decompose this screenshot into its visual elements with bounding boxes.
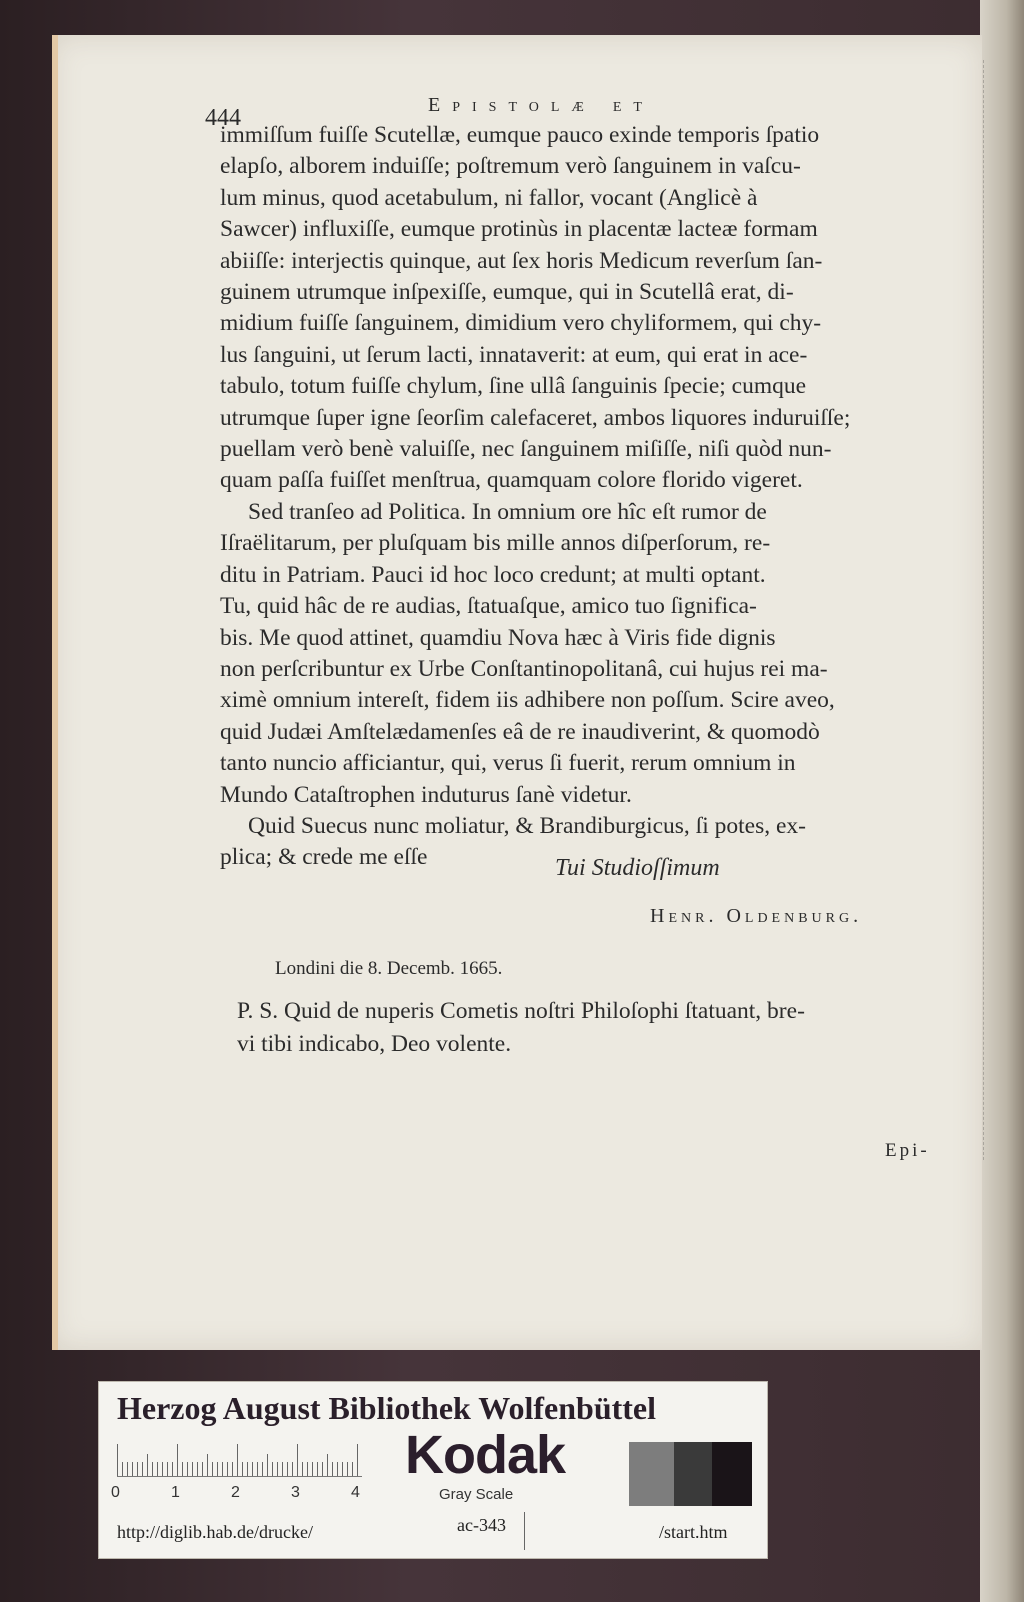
text-line: bis. Me quod attinet, quamdiu Nova hæc à Viris fide dignis [220, 624, 776, 651]
ruler-tick [192, 1462, 193, 1476]
ruler-tick [347, 1462, 348, 1476]
ruler-tick [317, 1462, 318, 1476]
ruler-tick [357, 1444, 358, 1476]
text-line: lus ſanguini, ut ſerum lacti, innataverit: at eum, qui erat in ace- [220, 341, 808, 368]
measurement-ruler [117, 1442, 362, 1477]
gray-swatch-dark [712, 1442, 752, 1506]
ruler-tick [337, 1462, 338, 1476]
ruler-tick [322, 1462, 323, 1476]
ruler-tick [252, 1462, 253, 1476]
ruler-tick [242, 1462, 243, 1476]
divider [524, 1512, 525, 1550]
ruler-tick [307, 1462, 308, 1476]
ruler-tick [257, 1462, 258, 1476]
ruler-tick [282, 1462, 283, 1476]
ruler-number: 0 [111, 1484, 120, 1501]
ruler-tick [267, 1454, 268, 1476]
text-line: Sawcer) influxiſſe, eumque protinùs in placentæ lacteæ formam [220, 216, 818, 243]
library-url-suffix: /start.htm [659, 1522, 728, 1542]
ruler-tick [182, 1462, 183, 1476]
text-line: Iſraëlitarum, per pluſquam bis mille annos diſperſorum, re- [220, 530, 771, 557]
text-line: quid Judæi Amſtelædamenſes eâ de re inaudiverint, & quomodò [220, 718, 820, 745]
ruler-tick [222, 1462, 223, 1476]
kodak-logo: Kodak [405, 1425, 566, 1485]
text-line: quam paſſa fuiſſet menſtrua, quamquam colore florido vigeret. [220, 467, 803, 494]
text-line: P. S. Quid de nuperis Cometis noſtri Philoſophi ſtatuant, bre- [237, 998, 805, 1024]
page-edge-shadow [52, 35, 58, 1350]
ruler-tick [162, 1462, 163, 1476]
library-url: http://diglib.hab.de/drucke/ [117, 1522, 313, 1542]
text-line: tanto nuncio afficiantur, qui, verus ſi fuerit, rerum omnium in [220, 750, 796, 777]
ruler-tick [237, 1444, 238, 1476]
ruler-tick [227, 1462, 228, 1476]
ruler-tick [157, 1462, 158, 1476]
ruler-numbers [109, 1484, 369, 1504]
text-line: Quid Suecus nunc moliatur, & Brandiburgicus, ſi potes, ex- [248, 812, 806, 839]
text-line: midium fuiſſe ſanguinem, dimidium vero chyliformem, qui chy- [220, 310, 822, 337]
ruler-tick [352, 1462, 353, 1476]
text-line: Sed tranſeo ad Politica. In omnium ore hîc eſt rumor de [248, 498, 767, 525]
ruler-tick [312, 1462, 313, 1476]
text-line: abiiſſe: interjectis quinque, aut ſex horis Medicum reverſum ſan- [220, 247, 823, 274]
text-line: vi tibi indicabo, Deo volente. [237, 1031, 512, 1057]
library-color-card [98, 1381, 768, 1559]
ruler-tick [137, 1462, 138, 1476]
ruler-tick [197, 1462, 198, 1476]
library-name: Herzog August Bibliothek Wolfenbüttel [117, 1390, 657, 1426]
ruler-number: 4 [351, 1484, 360, 1501]
paragraph-2 [220, 497, 942, 811]
ruler-tick [142, 1462, 143, 1476]
letter-closing: Tui Studioſſimum [555, 855, 720, 881]
ruler-tick [327, 1454, 328, 1476]
postscript [237, 995, 942, 1061]
ruler-tick [262, 1462, 263, 1476]
catchword: Epi- [885, 1140, 930, 1161]
ruler-tick [272, 1462, 273, 1476]
letter-signature: Henr. Oldenburg. [650, 905, 863, 927]
paragraph-1 [220, 120, 942, 497]
ruler-tick [302, 1462, 303, 1476]
gray-swatch-mid [674, 1442, 712, 1506]
ruler-tick [127, 1462, 128, 1476]
text-line: guinem utrumque inſpexiſſe, eumque, qui in Scutellâ erat, di- [220, 279, 794, 306]
ruler-tick [122, 1462, 123, 1476]
ruler-number: 1 [171, 1484, 180, 1501]
text-line: Mundo Cataſtrophen induturus ſanè videtur. [220, 781, 632, 808]
text-line: lum minus, quod acetabulum, ni fallor, vocant (Anglicè à [220, 184, 758, 211]
ruler-tick [187, 1462, 188, 1476]
ruler-tick [342, 1462, 343, 1476]
place-and-date: Londini die 8. Decemb. 1665. [275, 958, 503, 979]
ruler-tick [202, 1462, 203, 1476]
gray-swatch-light [629, 1442, 674, 1506]
ruler-tick [152, 1462, 153, 1476]
ruler-tick [247, 1462, 248, 1476]
ruler-tick [287, 1462, 288, 1476]
letter-body [220, 120, 942, 874]
text-line: utrumque ſuper igne ſeorſim calefaceret, ambos liquores induruiſſe; [220, 404, 851, 431]
ruler-tick [232, 1462, 233, 1476]
ruler-tick [212, 1462, 213, 1476]
ruler-tick [297, 1444, 298, 1476]
ruler-tick [177, 1444, 178, 1476]
text-line: puellam verò benè valuiſſe, nec ſanguinem miſiſſe, niſi quòd nun- [220, 436, 832, 463]
running-head: Epistolæ et [428, 94, 654, 116]
ruler-tick [117, 1444, 118, 1476]
collection-id: ac-343 [457, 1515, 506, 1535]
ruler-tick [167, 1462, 168, 1476]
ruler-tick [147, 1454, 148, 1476]
text-line: immiſſum fuiſſe Scutellæ, eumque pauco exinde temporis ſpatio [220, 122, 820, 148]
text-line: ditu in Patriam. Pauci id hoc loco credunt; at multi optant. [220, 561, 766, 588]
ruler-tick [207, 1454, 208, 1476]
page-number: 444 [205, 105, 241, 131]
text-line: plica; & crede me eſſe [220, 844, 428, 871]
page-gutter [975, 60, 984, 1160]
text-line: tabulo, totum fuiſſe chylum, ſine ullâ ſanguinis ſpecie; cumque [220, 373, 807, 400]
ruler-tick [132, 1462, 133, 1476]
gray-scale-label: Gray Scale [439, 1486, 514, 1503]
text-line: elapſo, alborem induiſſe; poſtremum verò ſanguinem in vaſcu- [220, 153, 801, 180]
text-line: ximè omnium intereſt, fidem iis adhibere non poſſum. Scire aveo, [220, 687, 835, 714]
text-line: non perſcribuntur ex Urbe Conſtantinopolitanâ, cui hujus rei ma- [220, 655, 828, 682]
ruler-tick [332, 1462, 333, 1476]
ruler-number: 2 [231, 1484, 240, 1501]
text-line: Tu, quid hâc de re audias, ſtatuaſque, amico tuo ſignifica- [220, 593, 757, 620]
ruler-tick [172, 1462, 173, 1476]
ruler-tick [277, 1462, 278, 1476]
ruler-tick [292, 1462, 293, 1476]
ruler-number: 3 [291, 1484, 300, 1501]
ruler-tick [217, 1462, 218, 1476]
next-page-edge [980, 0, 1024, 1602]
